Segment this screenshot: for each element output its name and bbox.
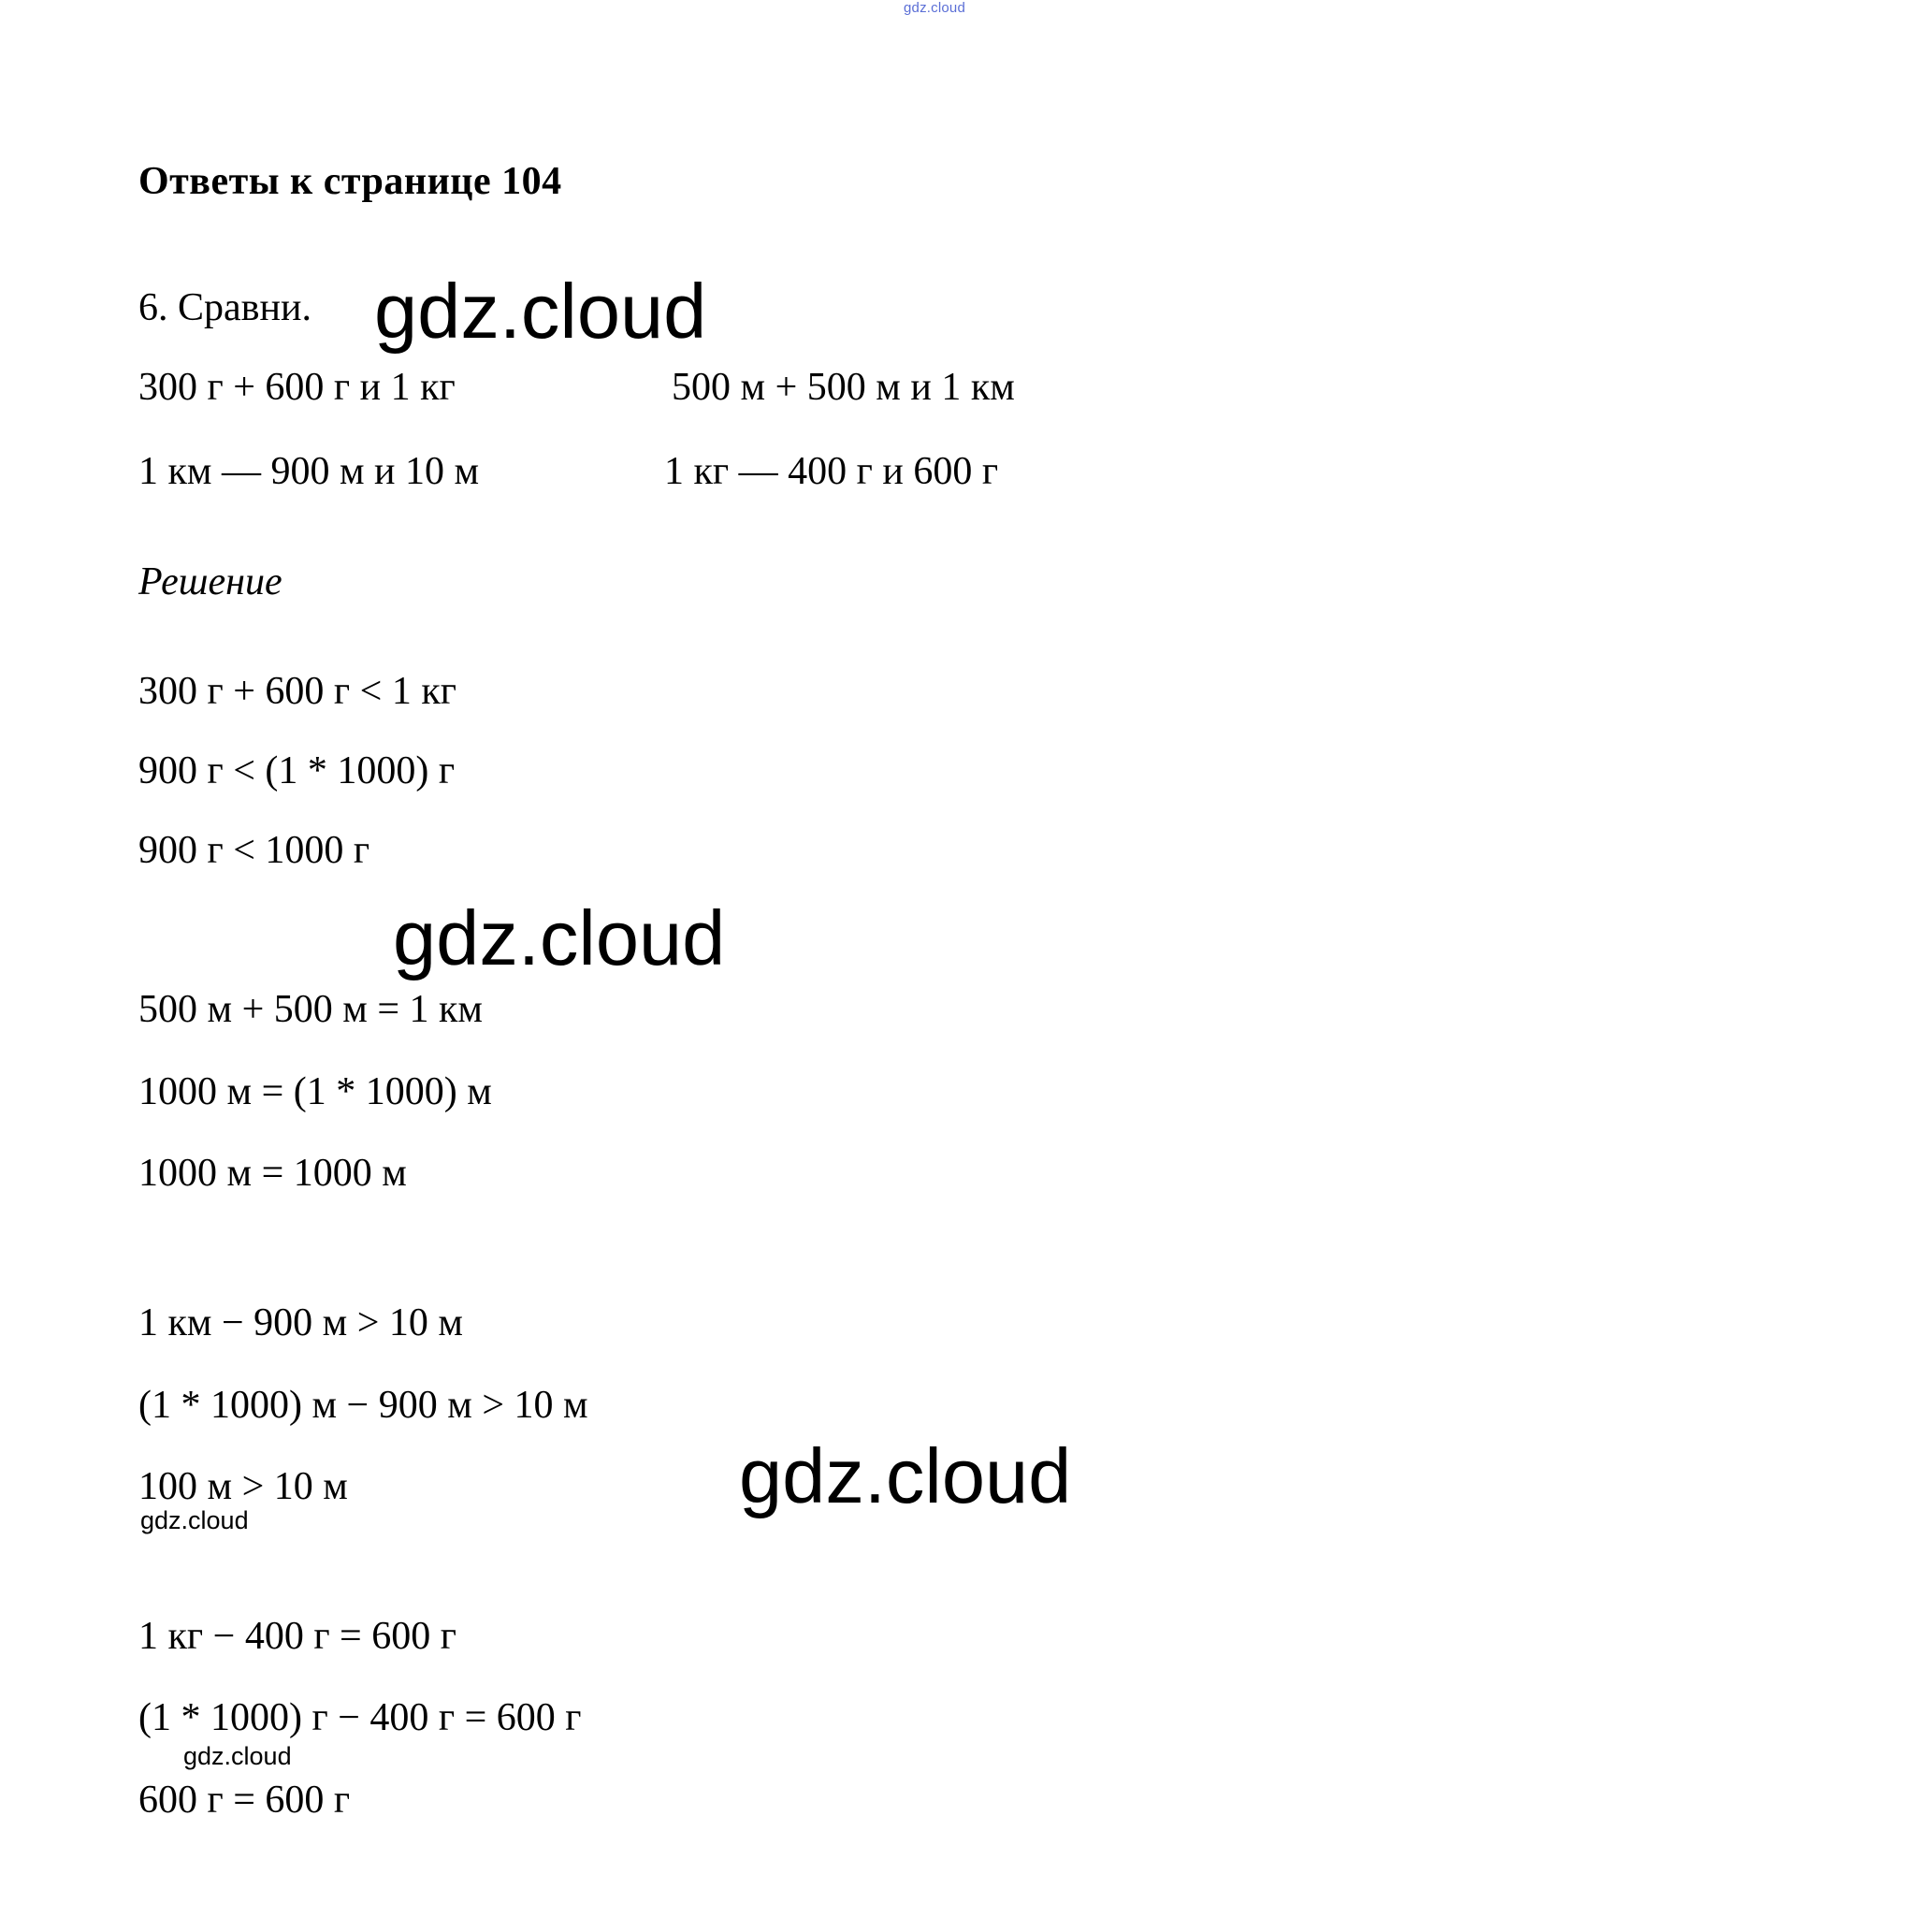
page-title: Ответы к странице 104 — [138, 160, 562, 203]
solution-group-4-line-1: 1 кг − 400 г = 600 г — [138, 1615, 456, 1658]
watermark-top: gdz.cloud — [904, 0, 966, 16]
solution-group-4-line-2: (1 * 1000) г − 400 г = 600 г — [138, 1696, 582, 1739]
watermark-small-1: gdz.cloud — [140, 1506, 249, 1534]
solution-group-2-line-3: 1000 м = 1000 м — [138, 1152, 407, 1195]
task-column1-line-2: 1 км — 900 м и 10 м — [138, 450, 480, 493]
solution-label: Решение — [138, 560, 282, 603]
solution-group-1-line-2: 900 г < (1 * 1000) г — [138, 749, 456, 792]
solution-group-3-line-3: 100 м > 10 м — [138, 1465, 348, 1508]
solution-group-4-line-3: 600 г = 600 г — [138, 1779, 351, 1822]
solution-group-3-line-1: 1 км − 900 м > 10 м — [138, 1301, 464, 1344]
task-column2-line-2: 1 кг — 400 г и 600 г — [664, 450, 999, 493]
watermark-small-2: gdz.cloud — [183, 1742, 292, 1770]
solution-group-1-line-3: 900 г < 1000 г — [138, 829, 370, 872]
solution-group-1-line-1: 300 г + 600 г < 1 кг — [138, 670, 456, 713]
task-column1-line-1: 300 г + 600 г и 1 кг — [138, 366, 456, 409]
watermark-large-2: gdz.cloud — [393, 894, 726, 981]
task-heading: 6. Сравни. — [138, 286, 311, 329]
solution-group-2-line-2: 1000 м = (1 * 1000) м — [138, 1070, 492, 1113]
watermark-large-3: gdz.cloud — [739, 1432, 1072, 1519]
solution-group-3-line-2: (1 * 1000) м − 900 м > 10 м — [138, 1384, 588, 1427]
watermark-large-1: gdz.cloud — [374, 268, 707, 355]
task-column2-line-1: 500 м + 500 м и 1 км — [672, 366, 1015, 409]
solution-group-2-line-1: 500 м + 500 м = 1 км — [138, 988, 484, 1031]
